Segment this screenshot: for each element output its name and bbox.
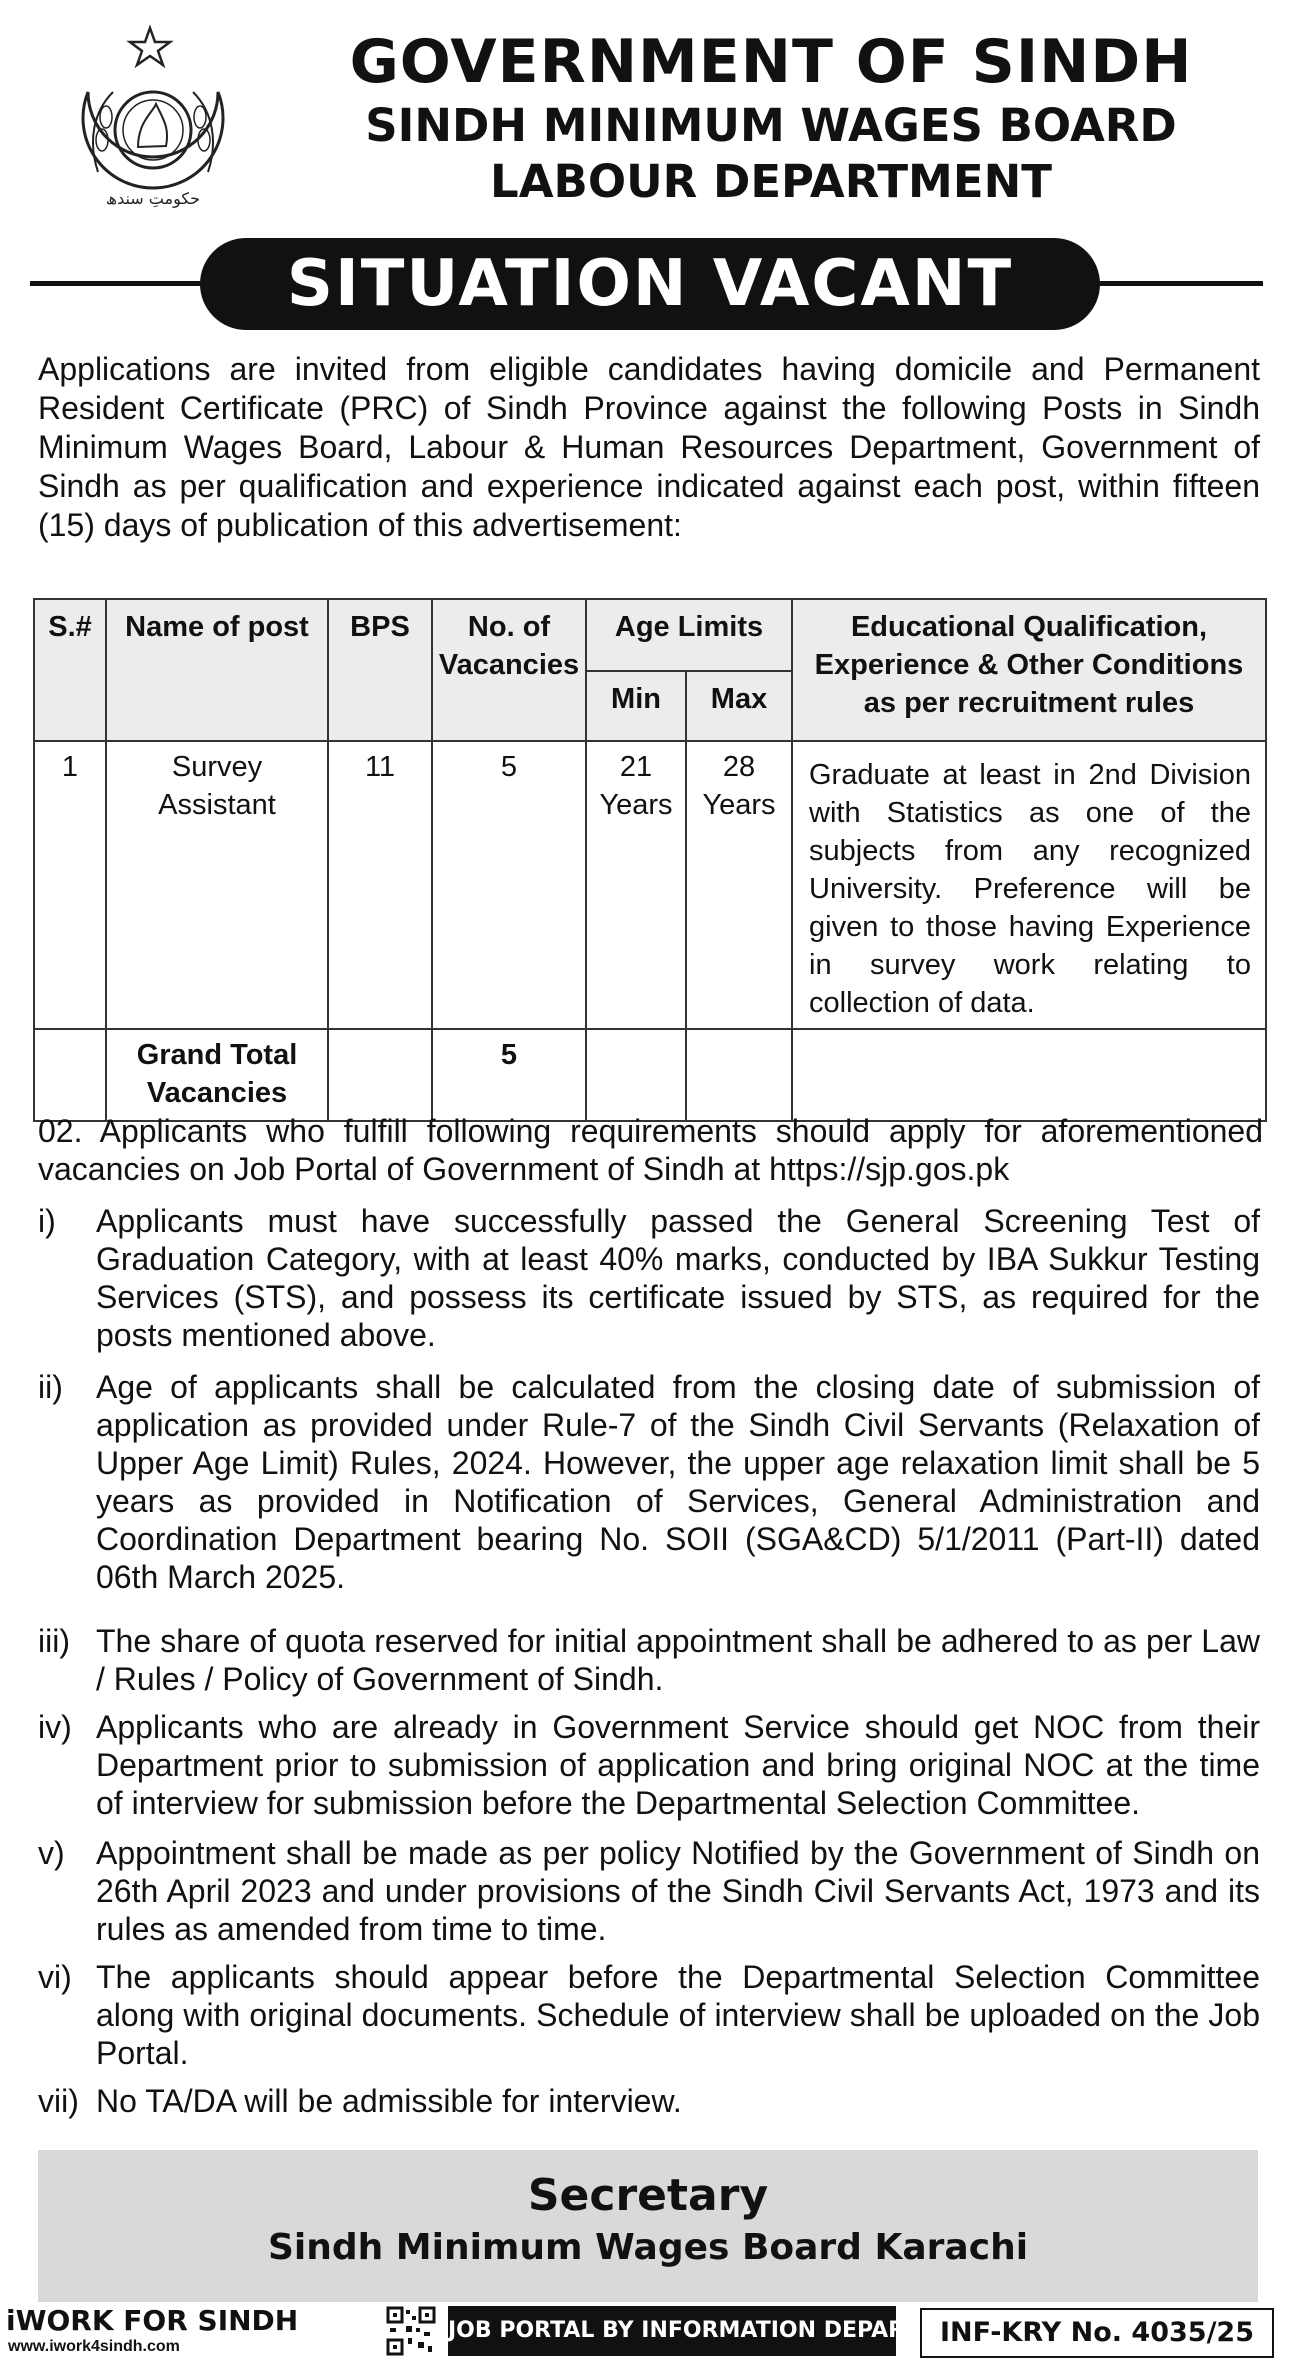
- list-item-number: i): [38, 1203, 56, 1239]
- header-max: Max: [686, 671, 792, 741]
- list-item-number: iii): [38, 1623, 70, 1659]
- list-item-number: iv): [38, 1709, 72, 1745]
- list-item-number: vi): [38, 1959, 72, 1995]
- list-item: [38, 1834, 1260, 1948]
- list-item: [38, 1202, 1260, 1354]
- situation-vacant-banner: SITUATION VACANT: [200, 238, 1100, 330]
- page-title: GOVERNMENT OF SINDH: [349, 27, 1193, 97]
- intro-paragraph: Applications are invited from eligible candidates having domicile and Permanent Resident Certificate (PRC) of Sindh Province against the following Posts in Sindh Minimum Wages Board, Labour & Human Resources Department, Government of Sindh as per qualification and experience indicated against each post, within fifteen (15) days of publication of this advertisement:: [38, 351, 1260, 543]
- board-name: SINDH MINIMUM WAGES BOARD: [365, 99, 1177, 152]
- list-item-number: ii): [38, 1369, 63, 1405]
- list-item-text: Appointment shall be made as per policy Notified by the Government of Sindh on 26th April 2023 and under provisions of the Sindh Civil Servants Act, 1973 and its rules as amended from time to time.: [96, 1835, 1260, 1947]
- signatory-title: Secretary: [527, 2170, 769, 2221]
- divider-left: [30, 281, 205, 286]
- cell-max-age: 28 Years: [686, 741, 792, 1029]
- header-vacancies: No. of Vacancies: [432, 599, 586, 741]
- header-age-limits: Age Limits: [586, 599, 792, 671]
- list-item-number: vii): [38, 2083, 79, 2119]
- cell-min-age: 21 Years: [586, 741, 686, 1029]
- list-item: [38, 1958, 1260, 2072]
- header-qualification: Educational Qualification, Experience & Other Conditions as per recruitment rules: [792, 599, 1266, 741]
- list-item: [38, 2082, 1260, 2120]
- header-bps: BPS: [328, 599, 432, 741]
- iwork-url[interactable]: www.iwork4sindh.com: [8, 2338, 180, 2355]
- cell-bps: 11: [328, 741, 432, 1029]
- divider-right: [1095, 281, 1263, 286]
- cell-empty: [792, 1029, 1266, 1121]
- grand-total-row: [34, 1029, 1266, 1121]
- cell-sno: 1: [34, 741, 106, 1029]
- iwork-logo: iWORK FOR SINDH: [6, 2304, 299, 2337]
- header-sno: S.#: [34, 599, 106, 741]
- reference-number: INF-KRY No. 4035/25: [920, 2308, 1274, 2358]
- grand-total-value: 5: [432, 1029, 586, 1121]
- list-item-text: Applicants who are already in Government Service should get NOC from their Department prior to submission of application and bring original NOC at the time of interview for submission before the Departmental Selection Committee.: [96, 1709, 1260, 1821]
- emblem-motto: حکومتِ سندھ: [105, 189, 201, 208]
- list-item-number: v): [38, 1835, 65, 1871]
- cell-post: Survey Assistant: [106, 741, 328, 1029]
- qr-code-icon: [386, 2306, 436, 2356]
- cell-empty: [34, 1029, 106, 1121]
- list-item: [38, 1368, 1260, 1596]
- vacancy-table: [33, 598, 1267, 1122]
- list-item-text: The applicants should appear before the Departmental Selection Committee along with original documents. Schedule of interview shall be uploaded on the Job Portal.: [96, 1959, 1260, 2071]
- list-item-text: No TA/DA will be admissible for interview.: [96, 2083, 682, 2119]
- header: [250, 26, 1292, 210]
- signatory-office: Sindh Minimum Wages Board Karachi: [267, 2227, 1029, 2268]
- list-item: [38, 1708, 1260, 1822]
- cell-empty: [686, 1029, 792, 1121]
- list-item-text: Age of applicants shall be calculated from the closing date of submission of application as provided under Rule-7 of the Sindh Civil Servants (Relaxation of Upper Age Limit) Rules, 2024. However, the upper age relaxation limit shall be 5 years as provided in Notification of Services, General Administration and Coordination Department bearing No. SOII (SGA&CD) 5/1/2011 (Part-II) dated 06th March 2025.: [96, 1369, 1260, 1595]
- footer-bar: [0, 2300, 1292, 2363]
- section-02: 02. Applicants who fulfill following requirements should apply for aforementioned vacancies on Job Portal of Government of Sindh at https://sjp.gos.pk: [38, 1113, 1263, 1187]
- grand-total-label: Grand Total Vacancies: [106, 1029, 328, 1121]
- cell-qualification: Graduate at least in 2nd Division with Statistics as one of the subjects from any recognized University. Preference will be given to those having Experience in survey work relating to collection of data.: [792, 741, 1266, 1029]
- cell-empty: [328, 1029, 432, 1121]
- signatory-box: [38, 2150, 1258, 2302]
- header-post: Name of post: [106, 599, 328, 741]
- list-item: [38, 1622, 1260, 1698]
- table-row: [34, 741, 1266, 1029]
- list-item-text: The share of quota reserved for initial appointment shall be adhered to as per Law / Rules / Policy of Government of Sindh.: [96, 1623, 1260, 1697]
- list-item-text: Applicants must have successfully passed the General Screening Test of Graduation Category, with at least 40% marks, conducted by IBA Sukkur Testing Services (STS), and possess its certificate issued by STS, as required for the posts mentioned above.: [96, 1203, 1260, 1353]
- cell-vacancies: 5: [432, 741, 586, 1029]
- job-portal-label: JOB PORTAL BY INFORMATION DEPARTMENT: [448, 2306, 896, 2356]
- department-name: LABOUR DEPARTMENT: [490, 155, 1052, 208]
- header-min: Min: [586, 671, 686, 741]
- cell-empty: [586, 1029, 686, 1121]
- sindh-government-emblem-icon: [58, 22, 238, 232]
